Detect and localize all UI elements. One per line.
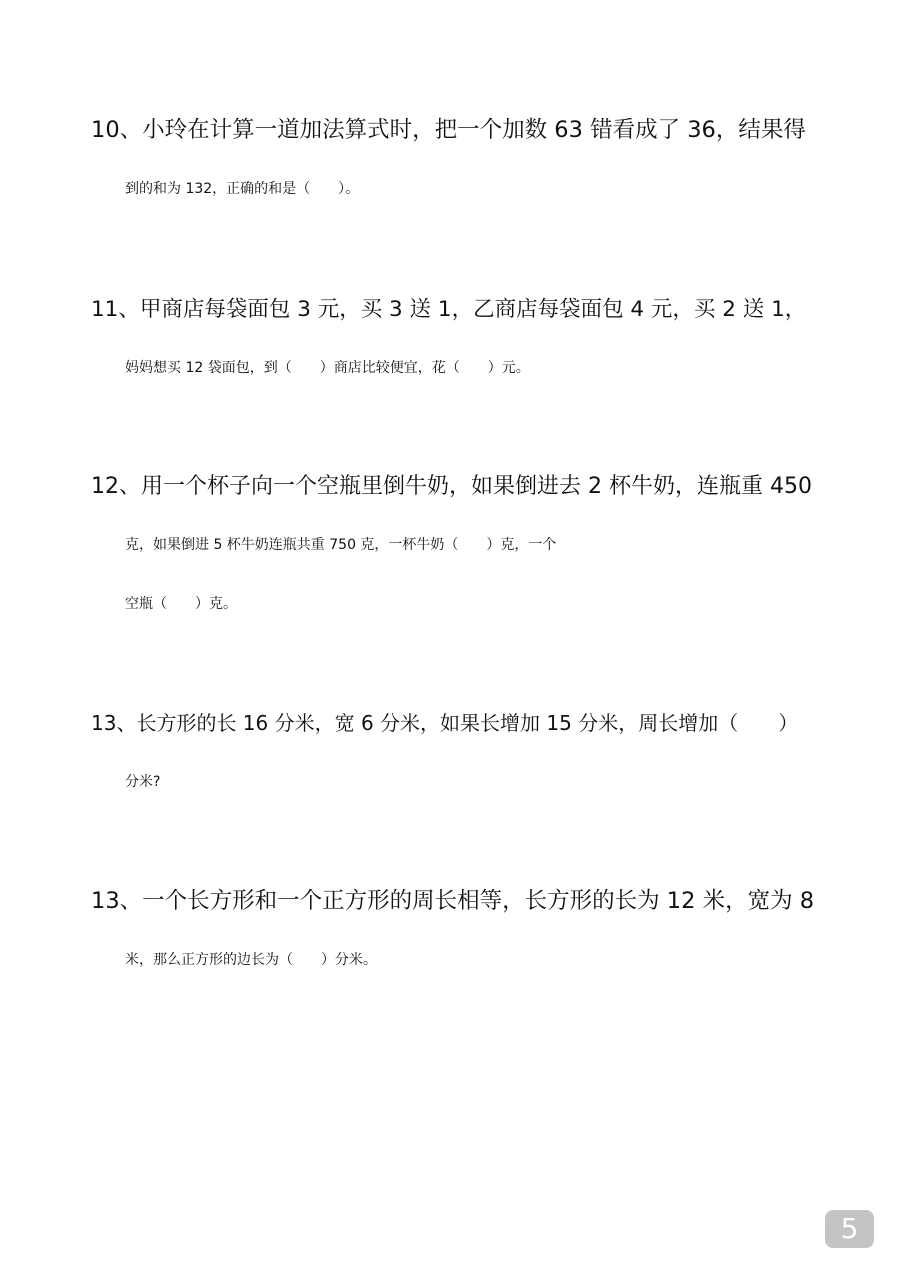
question-line: 10、小玲在计算一道加法算式时，把一个加数 63 错看成了 36，结果得 — [91, 117, 806, 143]
question-line: 克，如果倒进 5 杯牛奶连瓶共重 750 克，一杯牛奶（ ）克，一个 — [125, 537, 557, 553]
question-13b — [91, 872, 813, 990]
page-number-badge: 5 — [825, 1210, 874, 1248]
question-line: 空瓶（ ）克。 — [125, 596, 237, 612]
question-line: 13、长方形的长 16 分米，宽 6 分米，如果长增加 15 分米，周长增加（ ） — [91, 711, 799, 735]
question-12 — [91, 457, 813, 634]
question-line: 米，那么正方形的边长为（ ）分米。 — [125, 952, 377, 968]
question-line: 13、一个长方形和一个正方形的周长相等，长方形的长为 12 米，宽为 8 — [91, 888, 815, 914]
question-line: 到的和为 132，正确的和是（ ）。 — [125, 181, 360, 197]
question-13a — [91, 694, 813, 812]
question-11 — [91, 280, 813, 398]
question-line: 11、甲商店每袋面包 3 元，买 3 送 1，乙商店每袋面包 4 元，买 2 送 1， — [91, 297, 807, 322]
question-10 — [91, 101, 813, 219]
question-line: 分米? — [125, 774, 161, 790]
question-line: 12、用一个杯子向一个空瓶里倒牛奶，如果倒进去 2 杯牛奶，连瓶重 450 — [91, 474, 812, 499]
question-line: 妈妈想买 12 袋面包，到（ ）商店比较便宜，花（ ）元。 — [125, 360, 530, 376]
